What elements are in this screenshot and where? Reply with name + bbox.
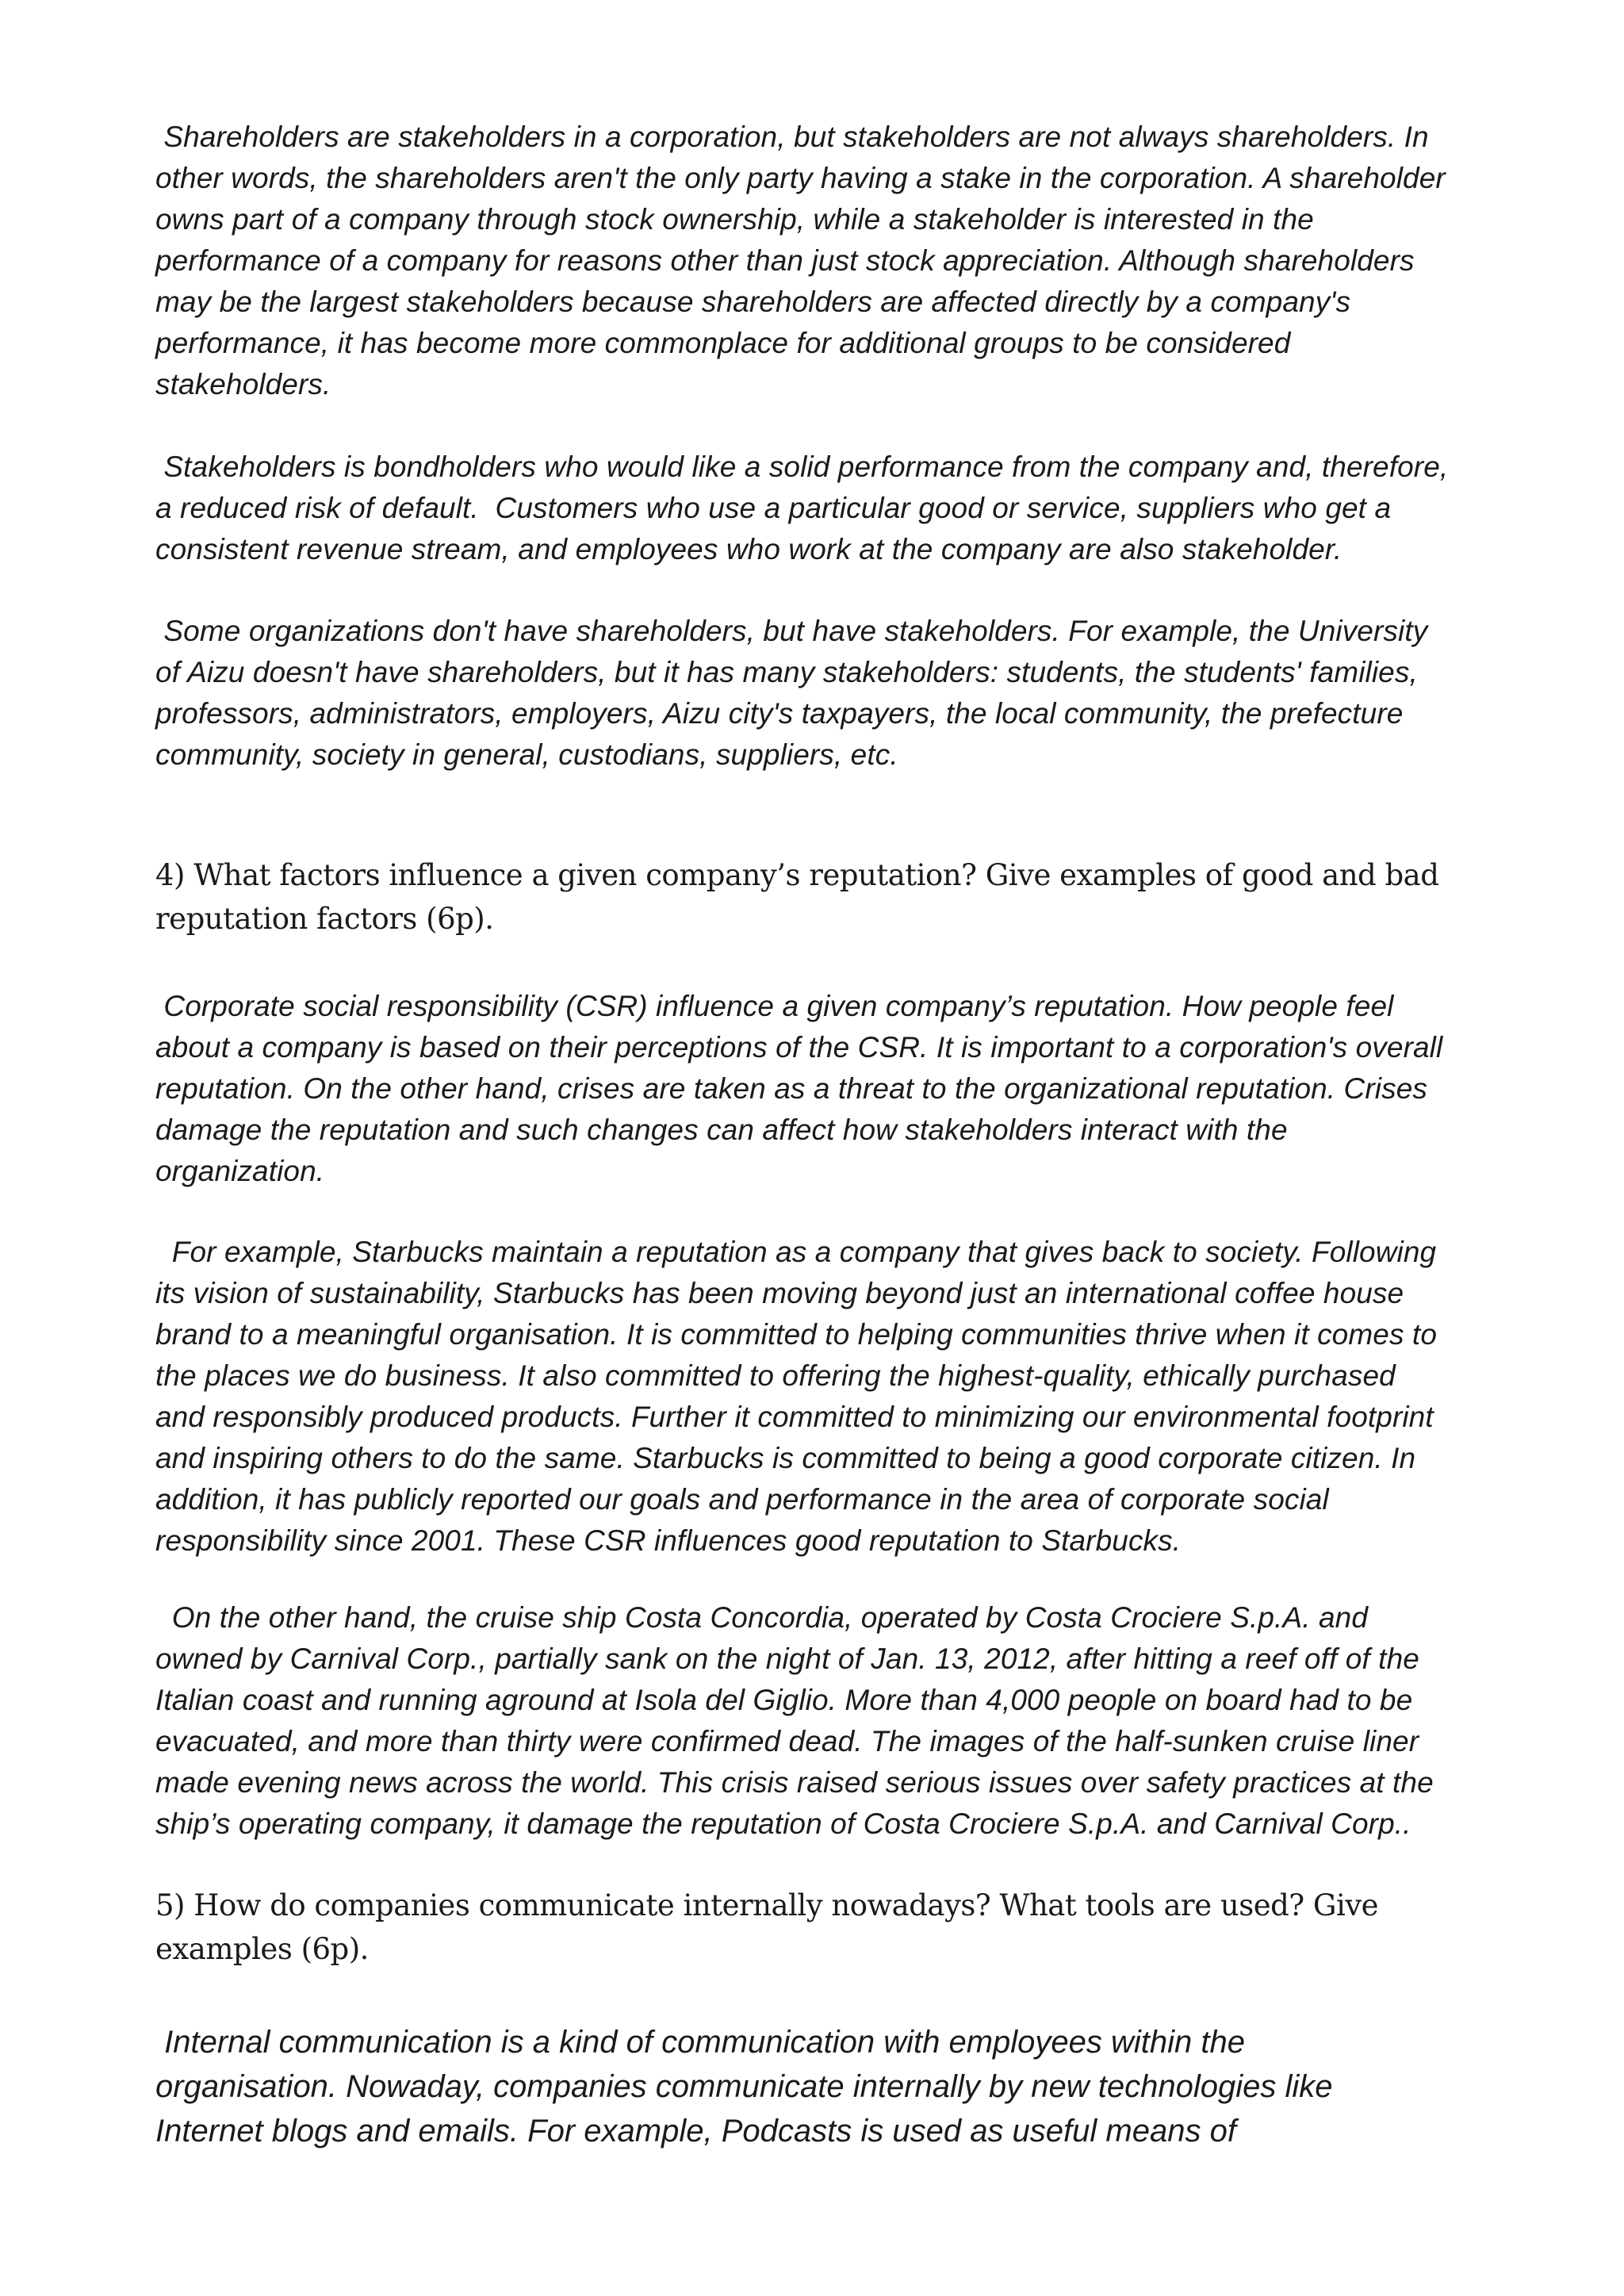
text-line: made evening news across the world. This crisis raised serious issues over safety practices at the <box>155 1766 1434 1799</box>
question-line: 4) What factors influence a given company’s reputation? Give examples of good and bad <box>155 858 1439 892</box>
question-line: examples (6p). <box>155 1932 369 1966</box>
text-line: its vision of sustainability, Starbucks has been moving beyond just an international coffee house <box>155 1277 1404 1309</box>
text-line: organization. <box>155 1155 325 1187</box>
text-line: responsibility since 2001. These CSR influences good reputation to Starbucks. <box>155 1524 1182 1557</box>
text-line: On the other hand, the cruise ship Costa Concordia, operated by Costa Crociere S.p.A. and <box>155 1601 1369 1634</box>
text-line: For example, Starbucks maintain a reputation as a company that gives back to society. Following <box>155 1236 1437 1268</box>
text-line: owned by Carnival Corp., partially sank on the night of Jan. 13, 2012, after hitting a reef off of the <box>155 1642 1419 1675</box>
text-line: organisation. Nowaday, companies communicate internally by new technologies like <box>155 2069 1333 2104</box>
answer-3-paragraph-1 <box>155 117 1503 405</box>
answer-4-paragraph-3 <box>155 1597 1503 1845</box>
text-line: reputation. On the other hand, crises are taken as a threat to the organizational reputation. Crises <box>155 1072 1427 1105</box>
text-line: Some organizations don't have shareholders, but have stakeholders. For example, the University <box>155 615 1428 647</box>
text-line: Internet blogs and emails. For example, Podcasts is used as useful means of <box>155 2114 1236 2148</box>
text-line: of Aizu doesn't have shareholders, but it has many stakeholders: students, the students' families, <box>155 656 1418 688</box>
answer-4-paragraph-1 <box>155 986 1503 1192</box>
text-line: about a company is based on their perceptions of the CSR. It is important to a corporation's overall <box>155 1031 1443 1064</box>
question-line: 5) How do companies communicate internally nowadays? What tools are used? Give <box>155 1888 1379 1922</box>
text-line: Shareholders are stakeholders in a corporation, but stakeholders are not always shareholders. In <box>155 121 1429 153</box>
text-line: Stakeholders is bondholders who would like a solid performance from the company and, therefore, <box>155 450 1449 483</box>
text-line: Italian coast and running aground at Isola del Giglio. More than 4,000 people on board had to be <box>155 1684 1413 1716</box>
text-line: community, society in general, custodians, suppliers, etc. <box>155 738 898 771</box>
text-line: and responsibly produced products. Further it committed to minimizing our environmental footprint <box>155 1401 1434 1433</box>
answer-3-paragraph-2 <box>155 447 1503 570</box>
text-line: stakeholders. <box>155 368 331 401</box>
answer-3-paragraph-3 <box>155 611 1503 776</box>
text-line: performance of a company for reasons other than just stock appreciation. Although shareholders <box>155 244 1415 277</box>
text-line: the places we do business. It also committed to offering the highest-quality, ethically purchased <box>155 1359 1396 1392</box>
question-5 <box>155 1884 1503 1971</box>
answer-5-paragraph-1 <box>155 2020 1503 2153</box>
text-line: consistent revenue stream, and employees who work at the company are also stakeholder. <box>155 533 1342 565</box>
text-line: addition, it has publicly reported our goals and performance in the area of corporate social <box>155 1483 1329 1516</box>
text-line: brand to a meaningful organisation. It is committed to helping communities thrive when it comes to <box>155 1318 1437 1351</box>
text-line: ship’s operating company, it damage the reputation of Costa Crociere S.p.A. and Carnival Corp.. <box>155 1807 1411 1840</box>
text-line: may be the largest stakeholders because shareholders are affected directly by a company's <box>155 286 1351 318</box>
question-4 <box>155 853 1503 941</box>
text-line: a reduced risk of default. Customers who use a particular good or service, suppliers who get a <box>155 492 1392 524</box>
text-line: damage the reputation and such changes can affect how stakeholders interact with the <box>155 1114 1288 1146</box>
text-line: and inspiring others to do the same. Starbucks is committed to being a good corporate citizen. In <box>155 1442 1416 1474</box>
text-line: owns part of a company through stock ownership, while a stakeholder is interested in the <box>155 203 1314 236</box>
text-line: evacuated, and more than thirty were confirmed dead. The images of the half-sunken cruise liner <box>155 1725 1419 1757</box>
text-line: Corporate social responsibility (CSR) influence a given company’s reputation. How people feel <box>155 990 1394 1022</box>
answer-4-paragraph-2 <box>155 1232 1503 1562</box>
text-line: performance, it has become more commonplace for additional groups to be considered <box>155 327 1291 359</box>
text-line: Internal communication is a kind of communication with employees within the <box>155 2025 1245 2060</box>
text-line: other words, the shareholders aren't the only party having a stake in the corporation. A shareholder <box>155 162 1446 194</box>
text-line: professors, administrators, employers, Aizu city's taxpayers, the local community, the prefecture <box>155 697 1404 730</box>
question-line: reputation factors (6p). <box>155 902 494 936</box>
